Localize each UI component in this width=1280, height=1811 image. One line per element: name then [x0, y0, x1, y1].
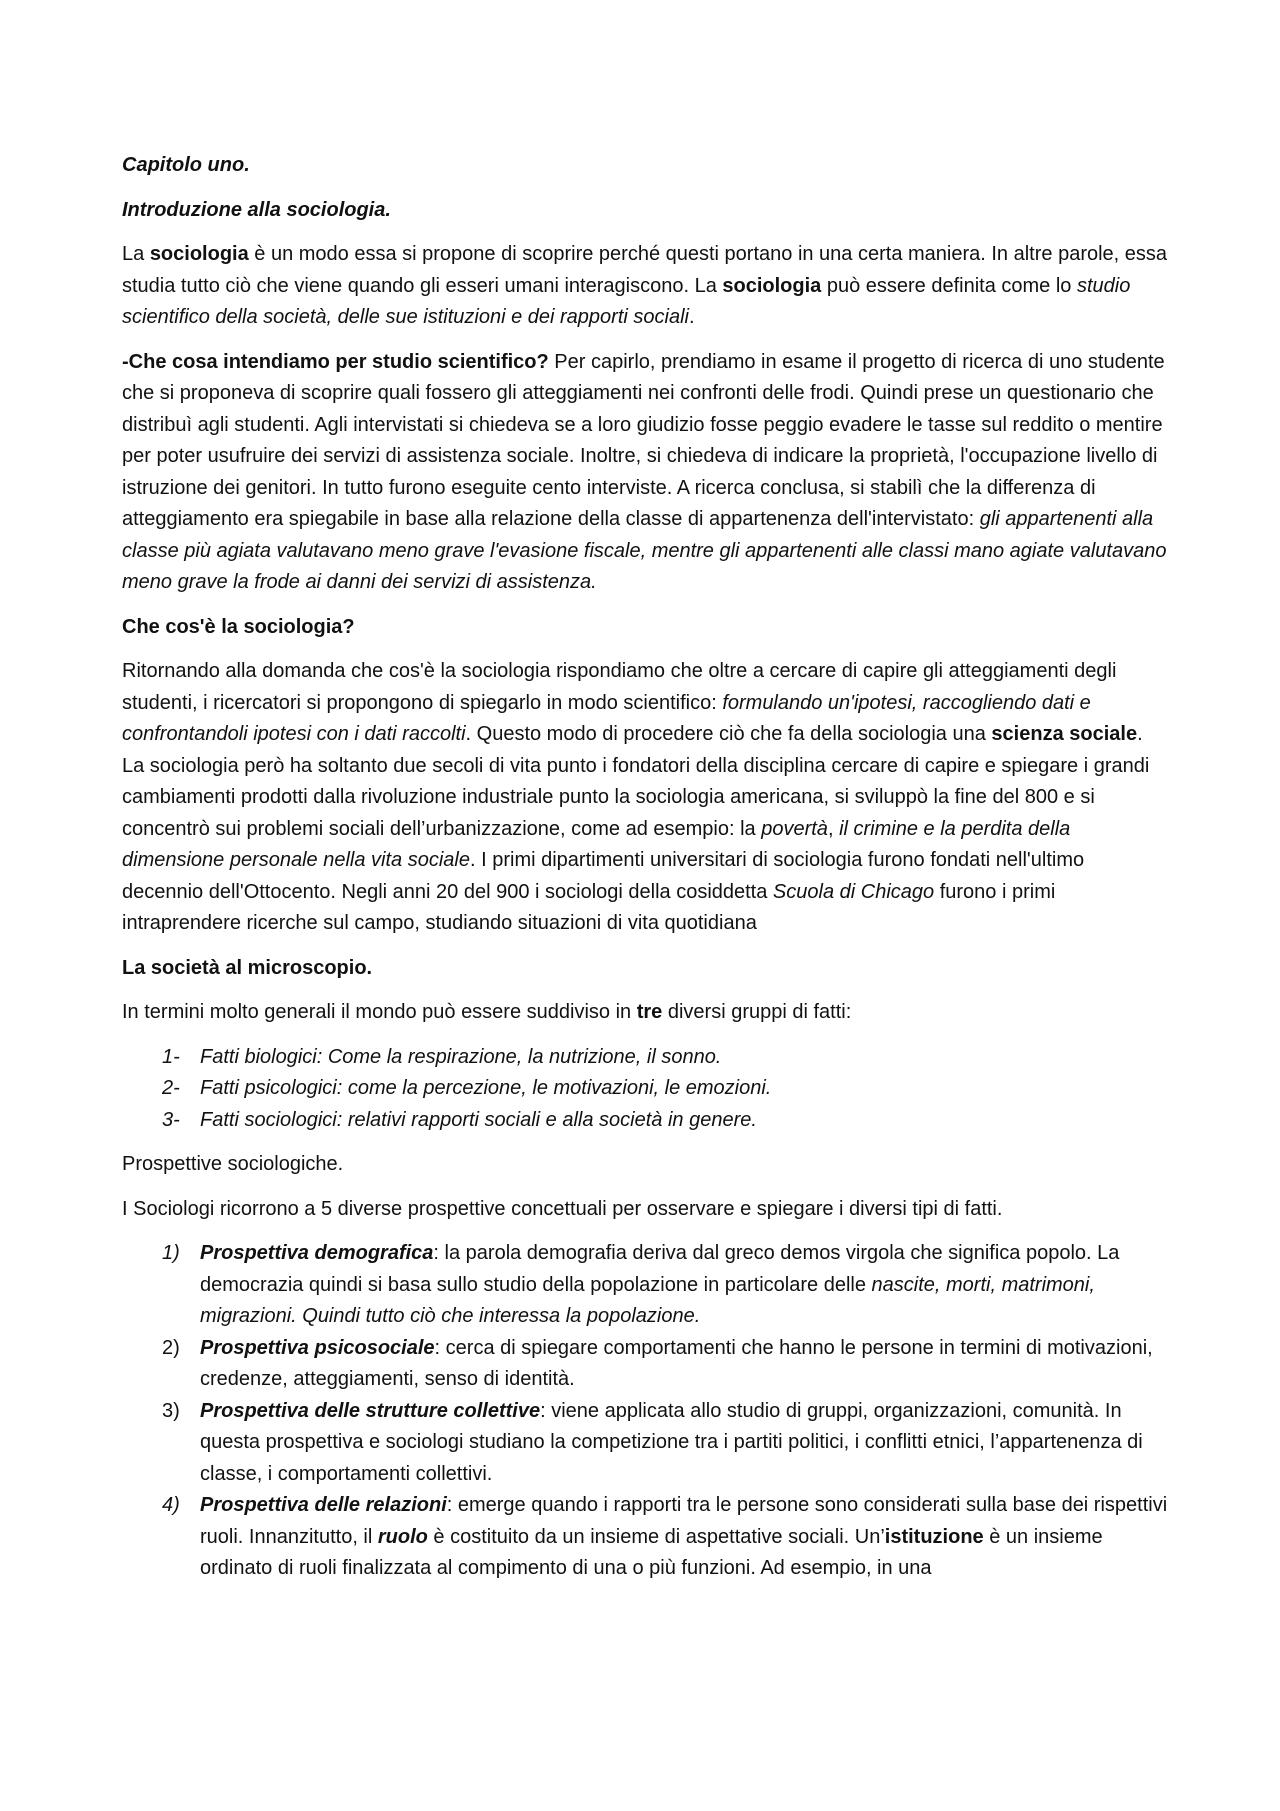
- list-number: 2): [162, 1336, 180, 1359]
- text-run: Per capirlo, prendiamo in esame il progetto di ricerca di uno studente che si proponeva di scoprire quali fossero gli atteggiamenti nei confronti delle frodi. Quindi prese un questionario che distribuì agli studenti. Agli intervistati si chiedeva se a loro giudizio fosse peggio evadere le tasse sul reddito o mentire per poter usufruire dei servizi di assistenza sociale. Inoltre, si chiedeva di indicare la proprietà, l'occupazione livello di istruzione dei genitori. In tutto furono eseguite cento interviste. A ricerca conclusa, si stabilì che la differenza di atteggiamento era spiegabile in base alla relazione della classe di appartenenza dell'intervistato:: [122, 350, 1165, 530]
- text-run: povertà: [761, 817, 828, 840]
- text-run: nascite, morti, matrimoni, migrazioni. Quindi tutto ciò che interessa la popolazione.: [200, 1273, 1095, 1327]
- text-run: gli appartenenti alla classe più agiata valutavano meno grave l'evasione fiscale, mentre gli appartenenti alle classi mano agiate valutavano meno grave la frode ai danni dei servizi di assistenza.: [122, 508, 1167, 593]
- list-number: 3): [162, 1399, 180, 1422]
- perspectives-list: [122, 1238, 1168, 1585]
- text-run: Prospettiva delle strutture collettive: [200, 1399, 541, 1422]
- text-run: è un insieme ordinato di ruoli finalizzata al compimento di una o più funzioni. Ad esempio, in una: [200, 1525, 1103, 1579]
- text-run: Scuola di Chicago: [772, 880, 935, 903]
- text-run: studio scientifico della società, delle sue istituzioni e dei rapporti sociali: [122, 274, 1131, 328]
- text-run: tre: [636, 1001, 663, 1023]
- heading-perspectives: Prospettive sociologiche.: [122, 1153, 344, 1175]
- chapter-heading: Capitolo uno.: [122, 154, 250, 176]
- text-run: ,: [827, 817, 840, 840]
- text-run: Prospettiva demografica: [200, 1242, 434, 1264]
- heading-microscope: La società al microscopio.: [122, 956, 373, 979]
- text-run: diversi gruppi di fatti:: [662, 1001, 852, 1023]
- paragraph-history: [122, 656, 1168, 940]
- heading-what-is-sociology: Che cos'è la sociologia?: [122, 615, 355, 638]
- text-run: : viene applicata allo studio di gruppi, organizzazioni, comunità. In questa prospettiva e sociologi studiano la competizione tra i partiti politici, i conflitti etnici, l’appartenenza di classe, i comportamenti collettivi.: [200, 1399, 1143, 1485]
- paragraph-perspectives-intro: I Sociologi ricorrono a 5 diverse prospettive concettuali per osservare e spiegare i diversi tipi di fatti.: [122, 1197, 1003, 1220]
- text-run: sociologia: [149, 243, 249, 265]
- text-run: formulando un'ipotesi, raccogliendo dati e confrontandoli ipotesi con i dati raccolti: [122, 691, 1091, 745]
- text-run: Prospettiva delle relazioni: [200, 1494, 447, 1516]
- text-run: . Questo modo di procedere ciò che fa della sociologia una: [465, 723, 992, 745]
- text-run: è costituito da un insieme di aspettative sociali. Un’: [427, 1525, 885, 1548]
- text-run: furono i primi intraprendere ricerche sul campo, studiando situazioni di vita quotidiana: [122, 880, 1056, 934]
- list-item: [122, 1333, 1168, 1396]
- text-run: : la parola demografia deriva dal greco demos virgola che significa popolo. La democrazia quindi si basa sullo studio della popolazione in particolare delle: [200, 1242, 1120, 1296]
- list-item: 1- Fatti biologici: Come la respirazione, la nutrizione, il sonno.: [162, 1045, 722, 1068]
- paragraph-fact-groups: [122, 997, 1168, 1029]
- text-run: può essere definita come lo: [821, 274, 1077, 297]
- text-run: Ritornando alla domanda che cos'è la sociologia rispondiamo che oltre a cercare di capire gli atteggiamenti degli studenti, i ricercatori si propongono di spiegarlo in modo scientifico:: [122, 660, 1117, 714]
- text-run: . La sociologia però ha soltanto due secoli di vita punto i fondatori della disciplina cercare di capire e spiegare i grandi cambiamenti prodotti dalla rivoluzione industriale punto la sociologia americana, si sviluppò la fine del 800 e si concentrò sui problemi sociali dell’urbanizzazione, come ad esempio: la: [122, 723, 1150, 840]
- text-run: Prospettiva psicosociale: [200, 1336, 435, 1359]
- text-run: scienza sociale: [991, 723, 1138, 745]
- text-run: istituzione: [884, 1525, 984, 1548]
- list-item: [122, 1396, 1168, 1491]
- paragraph-definition: [122, 239, 1168, 334]
- text-run: . I primi dipartimenti universitari di sociologia furono fondati nell'ultimo decennio dell'Ottocento. Negli anni 20 del 900 i sociologi della cosiddetta: [122, 849, 1085, 903]
- list-item: [122, 1490, 1168, 1585]
- text-run: In termini molto generali il mondo può essere suddiviso in: [122, 1001, 637, 1023]
- text-run: ruolo: [377, 1525, 428, 1548]
- text-run: sociologia: [722, 274, 822, 297]
- text-run: La: [122, 243, 150, 265]
- text-run: il crimine e la perdita della dimensione personale nella vita sociale: [122, 817, 1071, 871]
- list-item: 2- Fatti psicologici: come la percezione, le motivazioni, le emozioni.: [162, 1077, 772, 1099]
- text-run: è un modo essa si propone di scoprire perché questi portano in una certa maniera. In altre parole, essa studia tutto ciò che viene quando gli esseri umani interagiscono. La: [122, 243, 1168, 297]
- text-run: -Che cosa intendiamo per studio scientifico?: [122, 350, 549, 373]
- text-run: : cerca di spiegare comportamenti che hanno le persone in termini di motivazioni, credenze, atteggiamenti, senso di identità.: [200, 1336, 1153, 1390]
- facts-list: [122, 1042, 1168, 1137]
- section-title: Introduzione alla sociologia.: [122, 198, 391, 221]
- list-number: 4): [162, 1494, 180, 1516]
- text-run: : emerge quando i rapporti tra le persone sono considerati sulla base dei rispettivi ruoli. Innanzitutto, il: [200, 1494, 1168, 1548]
- list-number: 1): [162, 1242, 180, 1264]
- list-item: 3- Fatti sociologici: relativi rapporti sociali e alla società in genere.: [162, 1108, 757, 1131]
- paragraph-scientific-study: [122, 347, 1168, 599]
- text-run: .: [688, 306, 695, 328]
- list-item: [122, 1238, 1168, 1333]
